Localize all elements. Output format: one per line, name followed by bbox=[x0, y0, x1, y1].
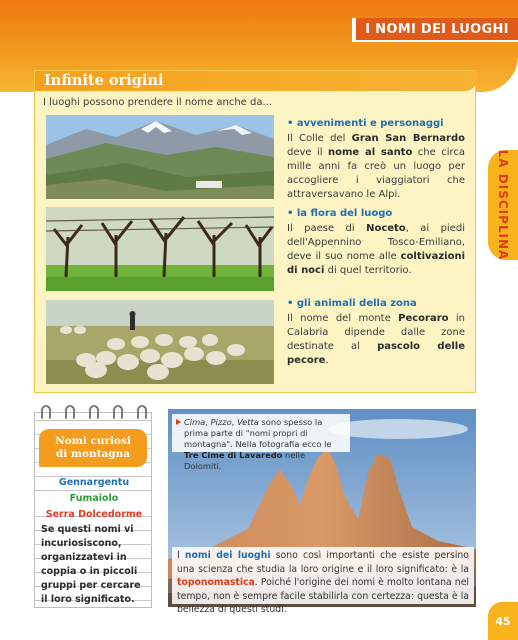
photo-mountain-pass bbox=[46, 115, 274, 199]
main-title-bar bbox=[35, 71, 477, 91]
photo-sheep-flock bbox=[46, 300, 274, 384]
notepad bbox=[34, 412, 152, 608]
page-number: 45 bbox=[488, 602, 518, 640]
entry-text: Il nome del monte Pecoraro in Calabria dipende dalle zone destinate al pascolo delle pecore. bbox=[287, 313, 466, 366]
mountain-name: Gennargentu bbox=[58, 477, 130, 488]
mountain-name: Fumaiolo bbox=[69, 493, 119, 504]
side-tab bbox=[488, 150, 518, 260]
entry-text: Il Colle del Gran San Bernardo deve il nome al santo che circa mille anni fa creò un luogo per accogliere i viaggiatori che attraversavano le Alpi. bbox=[287, 133, 466, 200]
side-tab-label: LA DISCIPLINA bbox=[496, 149, 510, 261]
photo-caption: Cima, Pizzo, Vetta sono spesso la prima parte di "nomi propri di montagna". Nella fotografia ecco le Tre Cime di Lavaredo nelle Dolomiti. bbox=[172, 414, 350, 452]
mountain-name: Serra Dolcedorme bbox=[45, 509, 143, 520]
entry-local-flora bbox=[287, 207, 465, 278]
intro-text: I luoghi possono prendere il nome anche da... bbox=[43, 97, 273, 108]
main-title: Infinite origini bbox=[44, 72, 164, 89]
entry-local-animals bbox=[287, 297, 465, 368]
ring-icon bbox=[65, 405, 75, 419]
ring-icon bbox=[89, 405, 99, 419]
photo-walnut-grove bbox=[46, 207, 274, 291]
entry-events-people bbox=[287, 117, 465, 202]
main-box bbox=[34, 70, 476, 393]
entry-title: • gli animali della zona bbox=[287, 298, 417, 309]
ring-icon bbox=[137, 405, 147, 419]
notepad-rings bbox=[41, 405, 147, 419]
entry-title: • avvenimenti e personaggi bbox=[287, 118, 444, 129]
section-label: I NOMI DEI LUOGHI bbox=[352, 18, 518, 42]
notepad-title: Nomi curiosi di montagna bbox=[39, 429, 147, 467]
entry-text: Il paese di Noceto, ai piedi dell'Appennino Tosco-Emiliano, deve il suo nome alle coltivazioni di noci di quel territorio. bbox=[287, 223, 465, 276]
toponymy-text: I nomi dei luoghi sono così importanti che esiste persino una scienza che studia la loro origine e il loro significato: è la toponomastica. Poiché l'origine dei nomi è molto lontana nel tempo, non è sempre facile stabilirla con certezza: questa è la bellezza di questi studi. bbox=[172, 547, 474, 604]
notepad-text: Se questi nomi vi incuriosiscono, organizzatevi in coppia o in piccoli gruppi per cercare il loro significato. bbox=[41, 524, 141, 605]
ring-icon bbox=[113, 405, 123, 419]
entry-title: • la flora del luogo bbox=[287, 208, 393, 219]
ring-icon bbox=[41, 405, 51, 419]
